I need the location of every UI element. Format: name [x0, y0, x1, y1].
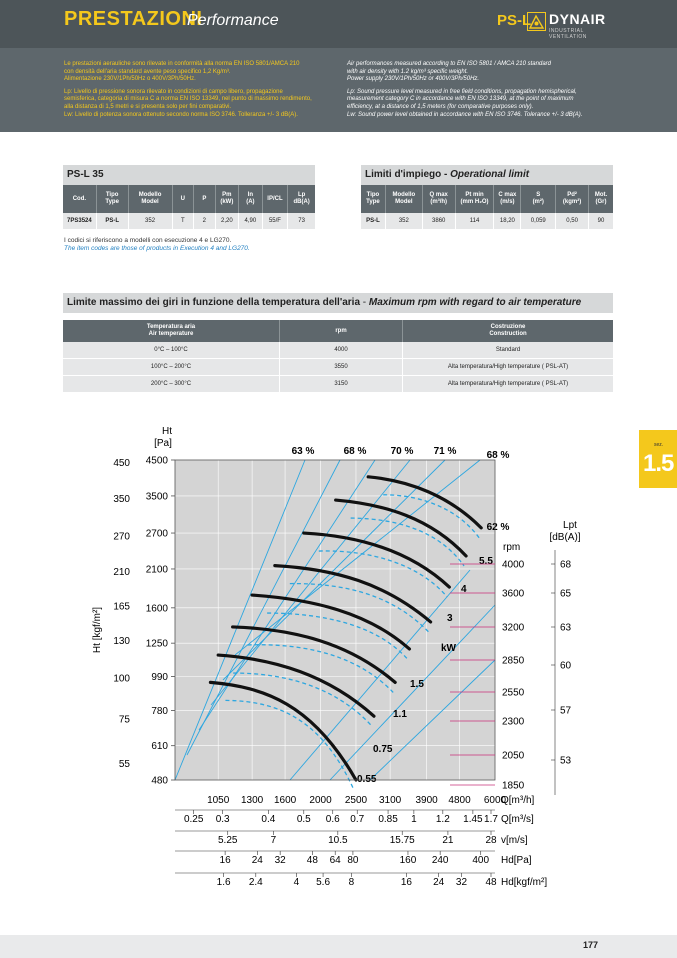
model-table-title: PS-L 35: [63, 165, 315, 185]
scale-tick-label-v: 7: [270, 835, 277, 846]
y-tick-label-kgf: 75: [118, 714, 130, 726]
info-en-line: Power supply 230V/1Ph/50Hz or 400V/3Ph/50Hz.: [347, 76, 480, 83]
info-it-line: alla distanza di 1,5 metri e si presenta solo per fini comparativi.: [64, 103, 232, 110]
scale-tick-label-m3s: 0.5: [296, 814, 311, 825]
lpt-tick-label: 53: [560, 755, 572, 767]
cell-cod: 7PS3524: [63, 213, 96, 229]
info-it-line: Lw: Livello di potenza sonora ottenuto secondo norma ISO 3746. Tolleranza +/- 3 dB(A).: [64, 111, 298, 118]
cell-u: T: [172, 213, 194, 229]
x-tick-label-m3h: 1050: [207, 795, 230, 806]
cell-construction: Alta temperatura/High temperature ( PSL-AT): [403, 376, 614, 393]
y-tick-label-pa: 480: [151, 775, 168, 787]
limit-title-en: Operational limit: [450, 169, 530, 180]
section-number: 1.5: [643, 450, 674, 477]
rpm-tick-label: 3200: [502, 622, 525, 634]
efficiency-label: 71 %: [433, 446, 457, 457]
info-it-line: Lp: Livello di pressione sonora rilevato in condizioni di campo libero, propagazione: [64, 88, 283, 95]
cell-type: PS-L: [96, 213, 128, 229]
note-english: The item codes are those of products in Execution 4 and LG270.: [64, 245, 250, 252]
scale-tick-label-hdpa: 400: [472, 855, 490, 866]
brand-logo: [527, 11, 619, 40]
x-tick-label-m3h: 1600: [273, 795, 297, 806]
rpm-tick-label: 2300: [502, 716, 525, 728]
col-ptmin: Pt min (mm H₂O): [455, 185, 494, 213]
y-tick-label-pa: 780: [151, 706, 168, 718]
logo-mark-icon: [527, 12, 546, 31]
scale-title-hdpa: Hd[Pa]: [501, 855, 532, 866]
x-tick-label-m3h: 1300: [240, 795, 264, 806]
info-en-line: measurement category C in accordance with EN ISO 13349, at the point of maximum: [347, 96, 574, 103]
rpm-title: rpm: [503, 542, 521, 553]
col-p: P: [194, 185, 216, 213]
x-tick-label-m3h: 3900: [415, 795, 438, 806]
cell-cmax: 18,20: [494, 213, 521, 229]
brand-tagline: INDUSTRIAL VENTILATION: [549, 28, 587, 40]
rpm-tick-label: 3600: [502, 588, 525, 600]
lpt-tick-label: 63: [560, 622, 572, 634]
scale-title-m3s: Q[m³/s]: [501, 814, 534, 825]
efficiency-label: 62 %: [486, 522, 510, 533]
scale-tick-label-hdpa: 24: [251, 855, 263, 866]
col-lp: Lp dB(A): [288, 185, 315, 213]
y-axis-unit-pa: [Pa]: [154, 438, 172, 449]
col-s: S (m²): [521, 185, 556, 213]
x-tick-label-m3h: 6000: [483, 795, 507, 806]
col-ipcl: IP/CL: [262, 185, 288, 213]
y-tick-label-kgf: 270: [113, 531, 130, 543]
y-tick-label-pa: 1600: [145, 603, 168, 615]
scale-tick-label-m3s: 1: [411, 814, 417, 825]
info-italian: [64, 61, 340, 124]
cell-temp: 0°C – 100°C: [63, 342, 280, 359]
info-it-line: semisferica, categoria di misura C a norma EN ISO 13349, nel punto di massimo rendimento,: [64, 96, 312, 103]
col-construction: Costruzione Construction: [403, 320, 614, 342]
y-tick-label-pa: 2700: [145, 528, 168, 540]
info-en-line: Lp: Sound pressure level measured in free field conditions, propagation hemispherical,: [347, 88, 577, 95]
model-code: PS-L: [497, 12, 532, 29]
rpm-table-title: Limite massimo dei giri in funzione della temperatura dell'aria - Maximum rpm with regard to air temperature: [63, 293, 613, 313]
cell-temp: 200°C – 300°C: [63, 376, 280, 393]
lpt-title: Lpt: [563, 520, 577, 531]
info-en-line: with air density with 1.2 kg/m³ specific weight.: [347, 68, 469, 75]
col-in: In (A): [239, 185, 263, 213]
cell-in: 4,90: [239, 213, 263, 229]
scale-title-hdkgf: Hd[kgf/m²]: [501, 877, 548, 888]
power-label: 1.5: [410, 679, 424, 690]
model-table-grid: [63, 185, 315, 229]
scale-tick-label-hdkgf: 8: [348, 877, 355, 888]
limit-table: [361, 165, 613, 229]
scale-tick-label-m3s: 1.7: [484, 814, 498, 825]
y-axis-title-kgf: Ht [kgf/m²]: [92, 606, 103, 654]
scale-tick-label-v: 5.25: [218, 835, 238, 846]
col-type: Tipo Type: [96, 185, 128, 213]
y-tick-label-pa: 2100: [145, 564, 168, 576]
page-title: PRESTAZIONI: [64, 8, 203, 30]
col-type: Tipo Type: [361, 185, 385, 213]
scale-tick-label-v: 21: [442, 835, 454, 846]
col-qmax: Q max (m³/h): [422, 185, 455, 213]
y-axis-title-ht: Ht: [162, 426, 172, 437]
power-label: 3: [447, 613, 453, 624]
scale-tick-label-hdpa: 64: [329, 855, 341, 866]
efficiency-label: 63 %: [291, 446, 315, 457]
model-table: [63, 165, 315, 229]
y-tick-label-kgf: 165: [113, 601, 130, 613]
scale-tick-label-hdpa: 48: [306, 855, 318, 866]
lpt-tick-label: 68: [560, 559, 572, 571]
info-it-line: con densità dell'aria standard avente peso specifico 1,2 Kg/m³.: [64, 68, 231, 75]
info-en-line: efficiency, at a distance of 1,5 meters (for comparative purposes only).: [347, 103, 534, 110]
rpm-tick-label: 1850: [502, 780, 525, 792]
col-mot: Mot. (Gr): [589, 185, 613, 213]
table-row: [361, 213, 613, 229]
cell-temp: 100°C – 200°C: [63, 359, 280, 376]
cell-pm: 2,20: [215, 213, 239, 229]
lpt-unit: [dB(A)]: [549, 532, 581, 543]
y-tick-label-kgf: 130: [113, 635, 130, 647]
scale-tick-label-hdpa: 160: [399, 855, 417, 866]
y-tick-label-pa: 3500: [145, 491, 168, 503]
cell-p: 2: [194, 213, 216, 229]
col-model: Modello Model: [385, 185, 422, 213]
scale-tick-label-hdpa: 16: [219, 855, 231, 866]
limit-title-it: Limiti d'impiego: [365, 169, 442, 180]
y-tick-label-pa: 4500: [145, 455, 168, 467]
info-en-line: Air performances measured according to EN ISO 5801 / AMCA 210 standard: [347, 61, 551, 67]
y-tick-label-kgf: 100: [113, 673, 130, 685]
power-label: 0.55: [357, 774, 377, 785]
rpm-table: [63, 320, 613, 392]
brand-name: DYNAIR: [549, 11, 606, 27]
cell-lp: 73: [288, 213, 315, 229]
limit-table-title: Limiti d'impiego - Operational limit: [361, 165, 613, 185]
scale-tick-label-v: 28: [485, 835, 497, 846]
x-tick-label-m3h: 3100: [378, 795, 402, 806]
rpm-tick-label: 4000: [502, 559, 525, 571]
cell-rpm: 3150: [280, 376, 403, 393]
col-u: U: [172, 185, 194, 213]
info-it-line: Alimentazione 230V/1Ph/50Hz o 400V/3Ph/50Hz.: [64, 76, 196, 83]
y-tick-label-pa: 1250: [145, 638, 168, 650]
scale-tick-label-hdpa: 32: [274, 855, 286, 866]
cell-pd2: 0,50: [556, 213, 589, 229]
page-number: 177: [583, 940, 599, 950]
col-rpm: rpm: [280, 320, 403, 342]
performance-chart: [0, 420, 677, 900]
page-header: [0, 0, 677, 48]
limit-table-grid: [361, 185, 613, 229]
page-footer: [0, 935, 677, 958]
scale-tick-label-hdkgf: 5.6: [316, 877, 331, 888]
y-tick-label-pa: 610: [151, 741, 168, 753]
scale-tick-label-v: 10.5: [328, 835, 348, 846]
cell-construction: Alta temperatura/High temperature ( PSL-AT): [403, 359, 614, 376]
scale-tick-label-hdkgf: 4: [293, 877, 300, 888]
y-tick-label-kgf: 210: [113, 567, 130, 579]
table-row: [63, 359, 613, 376]
x-axis-title-m3h: Q[m³/h]: [501, 795, 535, 806]
scale-tick-label-hdkgf: 48: [485, 877, 497, 888]
cell-type: PS-L: [361, 213, 385, 229]
cell-rpm: 3550: [280, 359, 403, 376]
scale-tick-label-hdkgf: 16: [400, 877, 413, 888]
cell-rpm: 4000: [280, 342, 403, 359]
scale-tick-label-m3s: 0.4: [261, 814, 276, 825]
page-subtitle: Performance: [187, 12, 279, 29]
x-tick-label-m3h: 2000: [309, 795, 332, 806]
section-label: sez.: [654, 442, 664, 448]
model-table-header: [63, 185, 315, 213]
rpm-tick-label: 2850: [502, 655, 525, 667]
rpm-table-header: [63, 320, 613, 342]
note-italian: I codici si riferiscono a modelli con esecuzione 4 e LG270.: [64, 237, 232, 244]
y-tick-label-kgf: 450: [113, 458, 130, 470]
scale-tick-label-m3s: 0.6: [325, 814, 340, 825]
col-pm: Pm (kW): [215, 185, 239, 213]
table-row: [63, 213, 315, 229]
table-row: [63, 342, 613, 359]
col-model: Modello Model: [128, 185, 172, 213]
power-label: kW: [441, 643, 456, 654]
rpm-tick-label: 2550: [502, 687, 525, 699]
rpm-tick-label: 2050: [502, 750, 525, 762]
power-label: 4: [461, 584, 467, 595]
cell-construction: Standard: [403, 342, 614, 359]
scale-tick-label-m3s: 1.45: [463, 814, 483, 825]
scale-tick-label-v: 15.75: [389, 835, 415, 846]
scale-tick-label-m3s: 1.2: [435, 814, 450, 825]
scale-tick-label-m3s: 0.25: [183, 814, 204, 825]
scale-tick-label-hdpa: 80: [347, 855, 359, 866]
cell-model: 352: [128, 213, 172, 229]
cell-s: 0,059: [521, 213, 556, 229]
cell-mot: 90: [589, 213, 613, 229]
y-tick-label-kgf: 55: [118, 758, 130, 770]
lpt-tick-label: 60: [560, 660, 572, 672]
col-temp: Temperatura aria Air temperature: [63, 320, 280, 342]
power-label: 5.5: [479, 556, 493, 567]
scale-tick-label-hdkgf: 1.6: [216, 877, 231, 888]
info-it-line: Le prestazioni aerauliche sono rilevate in conformità alla norma EN ISO 5801/AMCA 210: [64, 61, 300, 67]
scale-title-v: v[m/s]: [501, 835, 528, 846]
power-label: 0.75: [373, 744, 393, 755]
cell-model: 352: [385, 213, 422, 229]
info-english: [347, 61, 637, 124]
power-label: 1.1: [393, 709, 407, 720]
scale-tick-label-hdkgf: 24: [433, 877, 445, 888]
efficiency-label: 68 %: [486, 450, 510, 461]
y-tick-label-kgf: 350: [113, 494, 130, 506]
col-pd2: Pd² (kgm²): [556, 185, 589, 213]
lpt-tick-label: 57: [560, 705, 572, 717]
table-row: [63, 376, 613, 393]
x-tick-label-m3h: 2500: [344, 795, 368, 806]
cell-ipcl: 55/F: [262, 213, 288, 229]
scale-tick-label-hdpa: 240: [431, 855, 449, 866]
scale-tick-label-m3s: 0.7: [350, 814, 365, 825]
limit-table-header: [361, 185, 613, 213]
col-cod: Cod.: [63, 185, 96, 213]
y-tick-label-pa: 990: [151, 671, 168, 683]
scale-tick-label-hdkgf: 2.4: [248, 877, 263, 888]
efficiency-label: 68 %: [343, 446, 367, 457]
scale-tick-label-m3s: 0.85: [378, 814, 398, 825]
lpt-tick-label: 65: [560, 588, 572, 600]
info-en-line: Lw: Sound power level obtained in accordance with EN ISO 3746. Tolerance +/- 3 dB(A).: [347, 111, 583, 118]
rpm-title-it: Limite massimo dei giri in funzione della temperatura dell'aria: [67, 297, 361, 308]
col-cmax: C max (m/s): [494, 185, 521, 213]
x-tick-label-m3h: 4800: [448, 795, 471, 806]
cell-ptmin: 114: [455, 213, 494, 229]
scale-tick-label-hdkgf: 32: [455, 877, 468, 888]
rpm-title-en: Maximum rpm with regard to air temperature: [368, 297, 582, 308]
scale-tick-label-m3s: 0.3: [215, 814, 230, 825]
efficiency-label: 70 %: [390, 446, 414, 457]
info-band: [0, 48, 677, 132]
cell-qmax: 3860: [422, 213, 455, 229]
